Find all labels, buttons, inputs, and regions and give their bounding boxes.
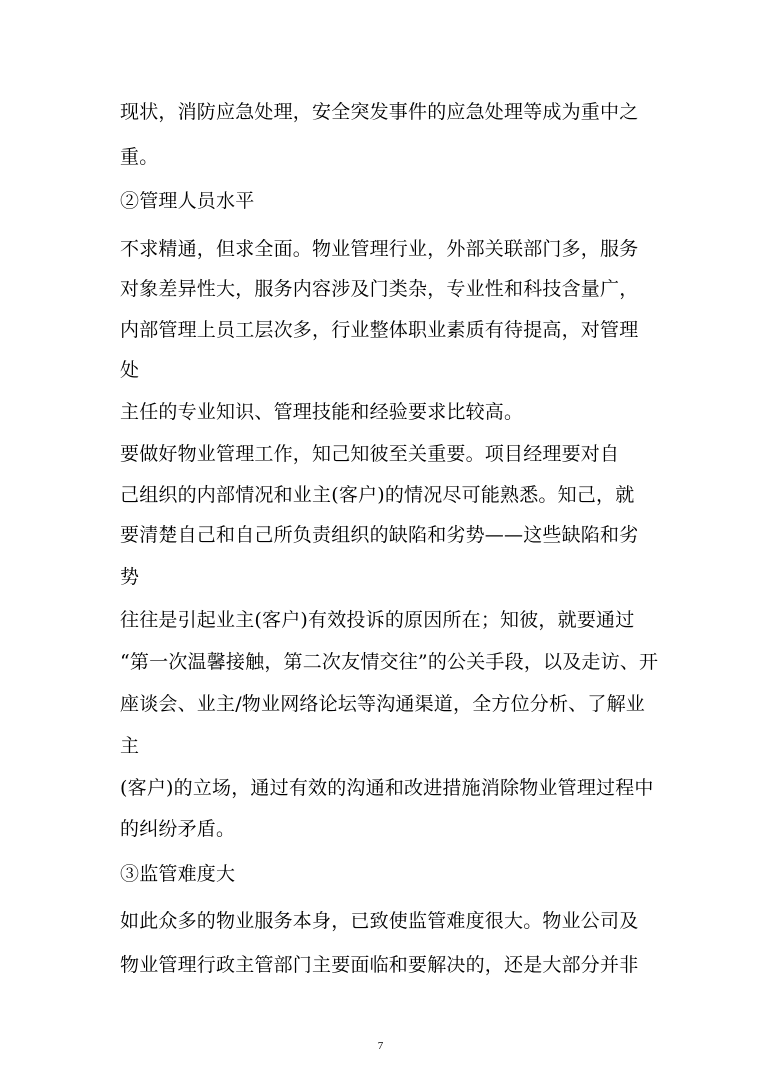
- paragraph-line: (客户)的立场，通过有效的沟通和改进措施消除物业管理过程中: [120, 777, 654, 799]
- paragraph-line: 座谈会、业主/物业网络论坛等沟通渠道，全方位分析、了解业: [120, 693, 646, 715]
- section-heading: ②管理人员水平: [120, 190, 255, 212]
- paragraph-line: 如此众多的物业服务本身，已致使监管难度很大。物业公司及: [120, 910, 639, 932]
- paragraph-line: 重。: [120, 146, 159, 168]
- paragraph-line: 现状，消防应急处理，安全突发事件的应急处理等成为重中之: [120, 101, 639, 123]
- paragraph-line: 不求精通，但求全面。物业管理行业，外部关联部门多，服务: [120, 238, 639, 260]
- paragraph-line: 主任的专业知识、管理技能和经验要求比较高。: [120, 401, 524, 423]
- paragraph-line: 对象差异性大，服务内容涉及门类杂，专业性和科技含量广，: [120, 278, 639, 300]
- paragraph-line: “第一次温馨接触，第二次友情交往”的公关手段，以及走访、开: [120, 651, 659, 673]
- section-heading: ③监管难度大: [120, 863, 236, 885]
- paragraph-line: 主: [120, 735, 140, 757]
- paragraph-line: 物业管理行政主管部门主要面临和要解决的，还是大部分并非: [120, 954, 639, 976]
- paragraph-line: 的纠纷矛盾。: [120, 818, 236, 840]
- paragraph-line: 处: [120, 359, 140, 381]
- paragraph-line: 势: [120, 566, 140, 588]
- paragraph-line: 要做好物业管理工作，知己知彼至关重要。项目经理要对自: [120, 443, 620, 465]
- paragraph-line: 往往是引起业主(客户)有效投诉的原因所在；知彼，就要通过: [120, 609, 635, 631]
- paragraph-line: 内部管理上员工层次多，行业整体职业素质有待提高，对管理: [120, 319, 639, 341]
- paragraph-line: 己组织的内部情况和业主(客户)的情况尽可能熟悉。知己，就: [120, 484, 635, 506]
- page-number: 7: [377, 1040, 384, 1052]
- paragraph-line: 要清楚自己和自己所负责组织的缺陷和劣势——这些缺陷和劣: [120, 524, 639, 546]
